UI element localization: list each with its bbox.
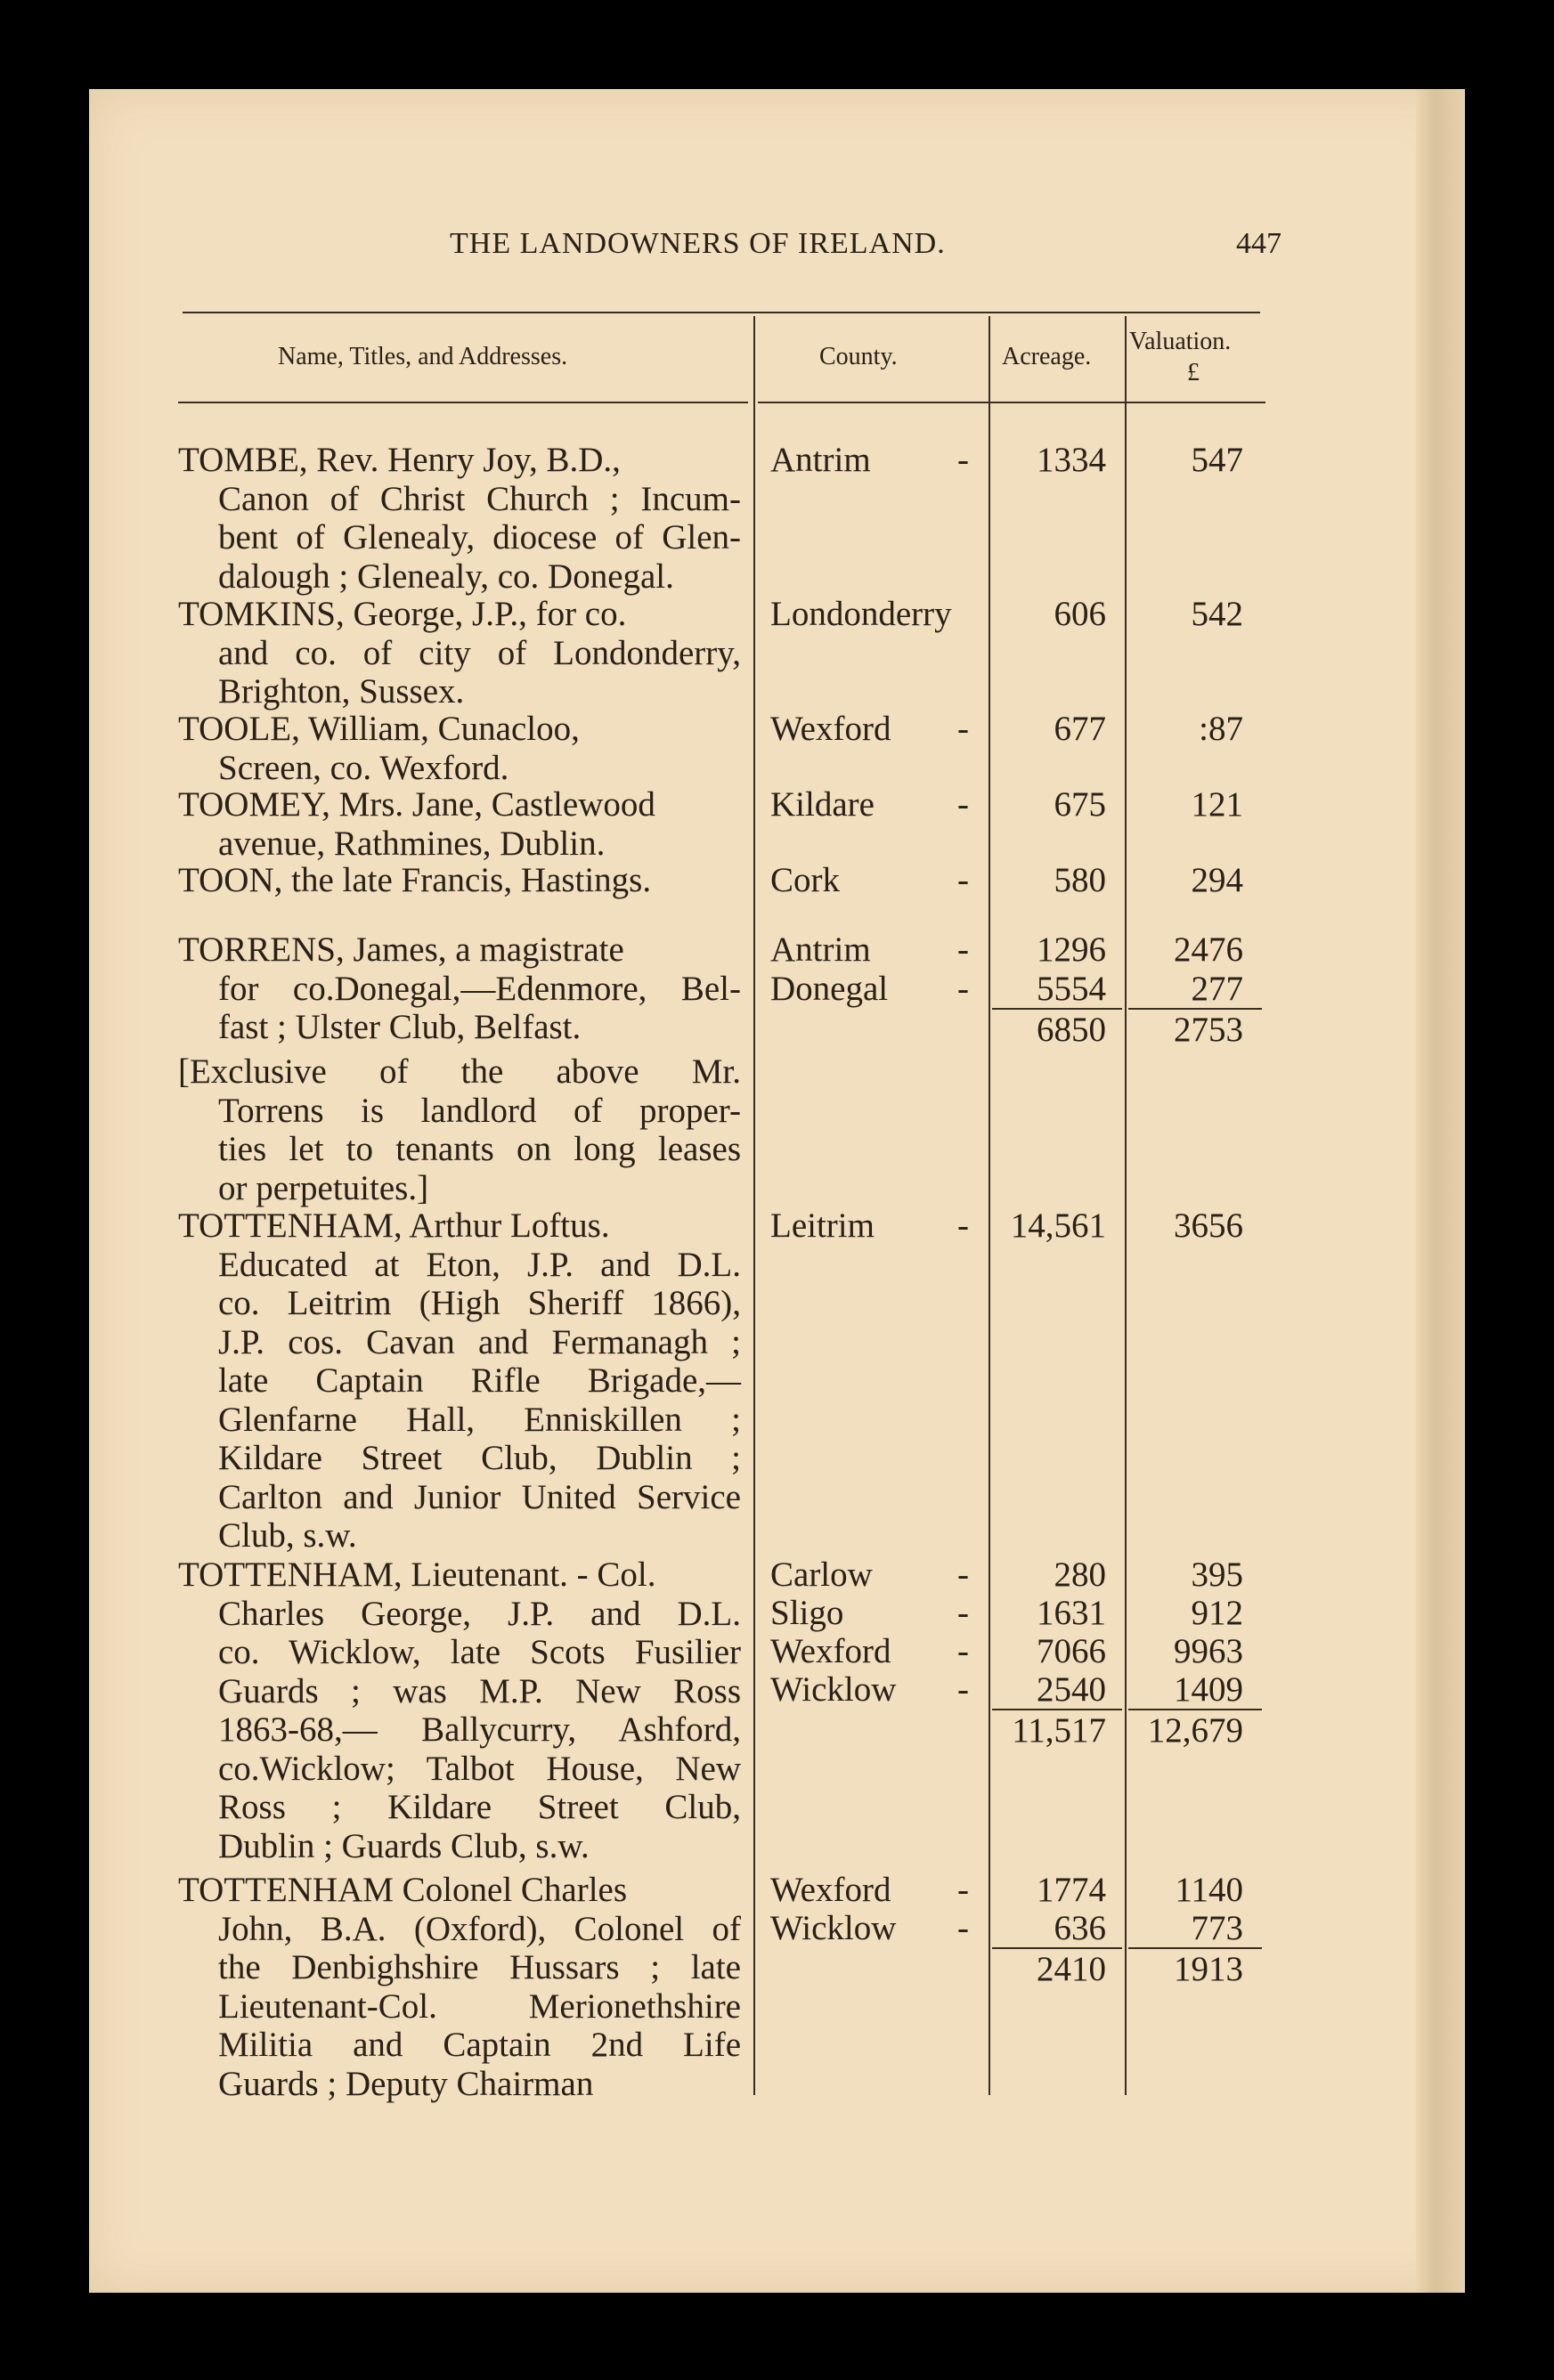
entry-line: Club, s.w.: [218, 1516, 357, 1555]
entry-line: TOOMEY, Mrs. Jane, Castlewood: [178, 785, 655, 824]
acreage-cell: 636: [1054, 1909, 1106, 1947]
entry-line: Canon of Christ Church ; Incum-: [218, 479, 741, 518]
acreage-cell: 280: [1054, 1556, 1106, 1594]
entry-name-block: [178, 595, 741, 711]
county-cell: Kildare: [770, 785, 875, 824]
header-rule-top: [183, 312, 1260, 313]
entry-line: Brighton, Sussex.: [218, 672, 465, 711]
valuation-cell: 773: [1191, 1909, 1243, 1947]
note-line: [Exclusive of the above Mr.: [178, 1052, 741, 1091]
entry-line: J.P. cos. Cavan and Fermanagh ;: [218, 1322, 741, 1361]
entry-note: [178, 1052, 741, 1207]
entry-line: TOOLE, William, Cunacloo,: [178, 710, 580, 748]
column-header-name: Name, Titles, and Addresses.: [278, 343, 568, 370]
county-cell: Wicklow: [770, 1670, 897, 1709]
entry-line: avenue, Rathmines, Dublin.: [218, 824, 606, 863]
total-rule-acreage: [992, 1008, 1122, 1010]
valuation-cell: 294: [1191, 861, 1243, 899]
valuation-cell: 1140: [1175, 1871, 1243, 1909]
column-header-county: County.: [819, 343, 898, 370]
column-header-acreage: Acreage.: [1002, 343, 1092, 370]
entry-line: TOTTENHAM Colonel Charles: [178, 1871, 628, 1909]
dash-cell: -: [957, 1632, 969, 1670]
entry-line: Guards ; Deputy Chairman: [218, 2064, 594, 2103]
dash-cell: -: [957, 1556, 969, 1594]
entry-line: TOTTENHAM, Arthur Loftus.: [178, 1206, 610, 1245]
valuation-total: 2753: [1174, 1011, 1243, 1049]
dash-cell: -: [957, 785, 969, 824]
entry-name-block: [178, 1556, 741, 1865]
acreage-cell: 677: [1054, 710, 1106, 748]
note-line: ties let to tenants on long leases: [218, 1130, 741, 1168]
entry-line: 1863-68,— Ballycurry, Ashford,: [218, 1710, 741, 1749]
entry-line: TOMKINS, George, J.P., for co.: [178, 595, 627, 633]
entry-name-block: [178, 861, 741, 900]
valuation-cell: 9963: [1174, 1632, 1243, 1670]
entry-name-block: [178, 441, 741, 596]
acreage-cell: 2540: [1037, 1670, 1106, 1709]
entry-line: Screen, co. Wexford.: [218, 748, 509, 787]
running-header: THE LANDOWNERS OF IRELAND.: [450, 227, 946, 260]
entry-line: Militia and Captain 2nd Life: [218, 2026, 741, 2064]
acreage-cell: 5554: [1037, 970, 1106, 1008]
dash-cell: -: [957, 1670, 969, 1709]
county-cell: Donegal: [770, 970, 889, 1008]
divider-acreage-valuation: [1125, 316, 1127, 2095]
entry-line: late Captain Rifle Brigade,—: [218, 1361, 741, 1400]
valuation-cell: 547: [1191, 441, 1243, 479]
dash-cell: -: [957, 441, 969, 479]
entry-line: Charles George, J.P. and D.L.: [218, 1594, 741, 1633]
divider-county-acreage: [989, 316, 990, 2095]
valuation-total: 12,679: [1147, 1711, 1243, 1750]
page-number: 447: [1236, 227, 1281, 260]
entry-line: Kildare Street Club, Dublin ;: [218, 1439, 741, 1477]
entry-line: Carlton and Junior United Service: [218, 1477, 741, 1516]
acreage-cell: 606: [1054, 595, 1106, 633]
entry-line: Lieutenant-Col. Merionethshire: [218, 1986, 741, 2026]
entry-line: John, B.A. (Oxford), Colonel of: [218, 1909, 741, 1948]
total-rule-valuation: [1128, 1947, 1262, 1949]
entry-line: co. Leitrim (High Sheriff 1866),: [218, 1284, 741, 1322]
dash-cell: -: [957, 970, 969, 1008]
entry-line: bent of Glenealy, diocese of Glen-: [218, 518, 741, 556]
valuation-cell: 912: [1191, 1594, 1243, 1632]
county-cell: Londonderry: [770, 595, 952, 633]
entry-line: co.Wicklow; Talbot House, New: [218, 1749, 741, 1788]
column-header-valuation-unit: £: [1187, 359, 1200, 386]
acreage-total: 6850: [1037, 1011, 1106, 1049]
entry-line: for co.Donegal,—Edenmore, Bel-: [218, 969, 741, 1008]
note-line: or perpetuites.]: [218, 1168, 429, 1207]
entry-line: TOON, the late Francis, Hastings.: [178, 861, 652, 899]
entry-name-block: [178, 710, 741, 787]
acreage-cell: 14,561: [1010, 1206, 1106, 1245]
dash-cell: -: [957, 1594, 969, 1632]
total-rule-valuation: [1128, 1008, 1262, 1010]
acreage-cell: 1334: [1037, 441, 1106, 479]
acreage-total: 2410: [1037, 1950, 1106, 1988]
acreage-cell: 1296: [1037, 930, 1106, 969]
county-cell: Wexford: [770, 710, 891, 748]
acreage-cell: 1631: [1037, 1594, 1106, 1632]
county-cell: Sligo: [770, 1594, 844, 1632]
acreage-cell: 1774: [1037, 1871, 1106, 1909]
valuation-cell: :87: [1199, 710, 1243, 748]
entry-line: Ross ; Kildare Street Club,: [218, 1788, 741, 1826]
entry-line: TOTTENHAM, Lieutenant. - Col.: [178, 1556, 656, 1594]
entry-line: co. Wicklow, late Scots Fusilier: [218, 1633, 741, 1671]
entry-name-block: [178, 930, 741, 1047]
county-cell: Leitrim: [770, 1206, 875, 1245]
county-cell: Carlow: [770, 1556, 873, 1594]
entry-line: the Denbighshire Hussars ; late: [218, 1948, 741, 1986]
county-cell: Wexford: [770, 1871, 891, 1909]
dash-cell: -: [957, 710, 969, 748]
county-cell: Wexford: [770, 1632, 891, 1670]
county-cell: Wicklow: [770, 1909, 897, 1947]
entry-line: dalough ; Glenealy, co. Donegal.: [218, 556, 674, 596]
dash-cell: -: [957, 861, 969, 899]
entry-line: Glenfarne Hall, Enniskillen ;: [218, 1400, 741, 1439]
valuation-cell: 2476: [1174, 930, 1243, 969]
dash-cell: -: [957, 1871, 969, 1909]
valuation-cell: 1409: [1174, 1670, 1243, 1709]
dash-cell: -: [957, 1909, 969, 1947]
entry-line: Guards ; was M.P. New Ross: [218, 1671, 741, 1710]
entry-name-block: [178, 785, 741, 863]
total-rule-valuation: [1128, 1709, 1262, 1710]
valuation-total: 1913: [1174, 1950, 1243, 1988]
acreage-cell: 675: [1054, 785, 1106, 824]
entry-line: TORRENS, James, a magistrate: [178, 930, 624, 969]
total-rule-acreage: [992, 1709, 1122, 1710]
dash-cell: -: [957, 1206, 969, 1245]
acreage-cell: 580: [1054, 861, 1106, 899]
county-cell: Antrim: [770, 930, 871, 969]
page-edge: [1416, 89, 1465, 2293]
entry-line: Educated at Eton, J.P. and D.L.: [218, 1245, 741, 1284]
header-rule-bottom-rest: [758, 402, 1265, 403]
note-line: Torrens is landlord of proper-: [218, 1091, 741, 1130]
valuation-cell: 277: [1191, 970, 1243, 1008]
divider-name-county: [753, 316, 755, 2095]
valuation-cell: 395: [1191, 1556, 1243, 1594]
entry-line: fast ; Ulster Club, Belfast.: [218, 1008, 582, 1046]
entry-line: TOMBE, Rev. Henry Joy, B.D.,: [178, 441, 621, 479]
acreage-cell: 7066: [1037, 1632, 1106, 1670]
acreage-total: 11,517: [1012, 1711, 1106, 1750]
valuation-cell: 3656: [1174, 1206, 1243, 1245]
total-rule-acreage: [992, 1947, 1122, 1949]
entry-line: and co. of city of Londonderry,: [218, 633, 741, 672]
entry-line: Dublin ; Guards Club, s.w.: [218, 1826, 590, 1865]
entry-name-block: [178, 1871, 741, 2103]
header-rule-bottom-name: [178, 402, 748, 403]
county-cell: Antrim: [770, 441, 871, 479]
valuation-cell: 542: [1191, 595, 1243, 633]
county-cell: Cork: [770, 861, 840, 899]
column-header-valuation: Valuation.: [1129, 328, 1232, 355]
valuation-cell: 121: [1191, 785, 1243, 824]
dash-cell: -: [957, 930, 969, 969]
entry-name-block: [178, 1206, 741, 1556]
